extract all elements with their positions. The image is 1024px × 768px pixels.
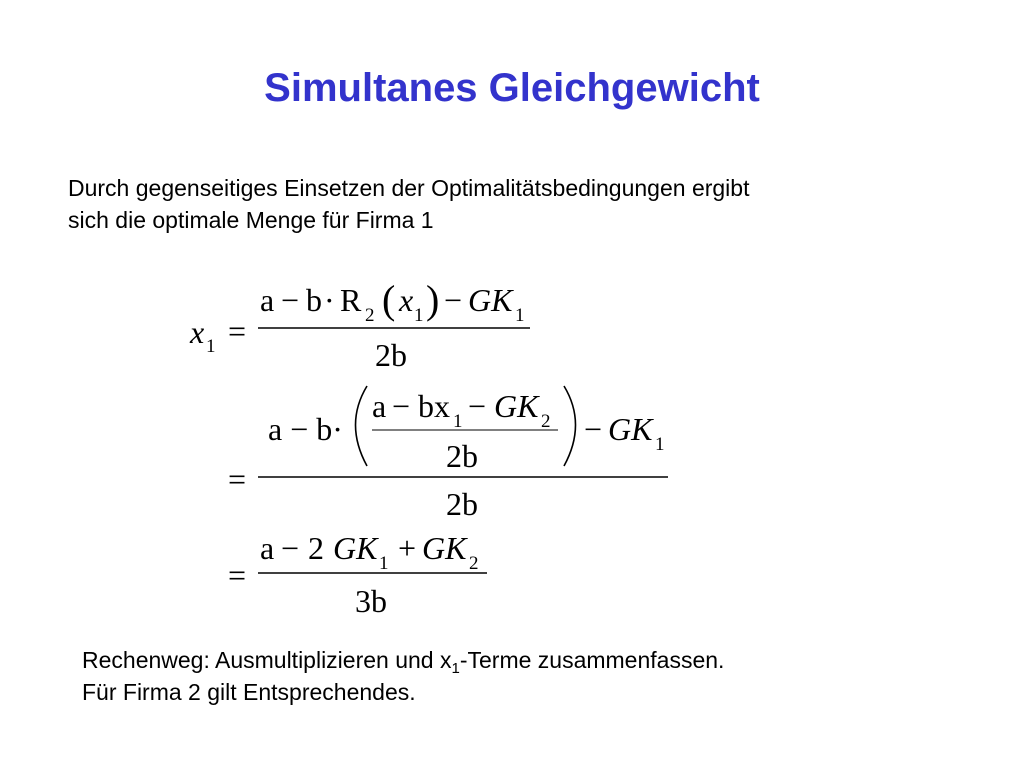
eq1-num-rparen: ) [426, 277, 440, 322]
eq3-num-minus: − [281, 530, 300, 566]
eq1-num-GK: GK [468, 282, 513, 318]
eq1-num-minus-1: − [281, 282, 300, 318]
eq2-num-a-minus-b-dot: a − b· [268, 411, 343, 447]
equals-sign-3: = [228, 557, 247, 593]
eq1-num-a: a [260, 282, 275, 318]
eq2-inner-GK: GK [494, 388, 539, 424]
intro-line-1: Durch gegenseitiges Einsetzen der Optimalitätsbedingungen ergibt [68, 175, 750, 201]
eq2-inner-minus-2: − [468, 388, 487, 424]
eq3-num-GK1: GK [333, 530, 378, 566]
outro-line-1-subscript: 1 [451, 660, 460, 677]
eq1-num-x-subscript: 1 [414, 305, 424, 326]
eq1-num-GK-subscript: 1 [515, 305, 525, 326]
intro-line-2: sich die optimale Menge für Firma 1 [68, 207, 434, 233]
outro-line-1-start: Rechenweg: Ausmultiplizieren und x [82, 647, 452, 673]
eq2-inner-bx-subscript: 1 [453, 411, 463, 432]
lhs-x-subscript: 1 [206, 336, 216, 357]
eq3-num-GK2: GK [422, 530, 467, 566]
equals-sign-1: = [228, 313, 247, 349]
eq3-denominator: 3b [355, 583, 387, 619]
equation-2 [228, 386, 668, 522]
eq3-num-a: a [260, 530, 275, 566]
eq3-num-GK2-subscript: 2 [469, 553, 479, 574]
eq2-num-GK: GK [608, 411, 653, 447]
outro-line-1 [82, 644, 962, 676]
eq1-num-lparen: ( [382, 277, 396, 322]
eq2-inner-minus-1: − [392, 388, 411, 424]
equation-3 [228, 530, 487, 619]
outro-text [82, 644, 962, 708]
eq1-num-R-subscript: 2 [365, 305, 375, 326]
eq1-num-dot: · [324, 282, 335, 318]
equation-1 [189, 277, 530, 373]
eq1-denominator: 2b [375, 337, 407, 373]
slide-title: Simultanes Gleichgewicht [264, 66, 760, 110]
eq3-num-two: 2 [308, 530, 324, 566]
eq2-big-right-paren [564, 386, 576, 466]
eq1-num-R: R [340, 282, 362, 318]
equals-sign-2: = [228, 461, 247, 497]
outro-line-2: Für Firma 2 gilt Entsprechendes. [82, 679, 416, 705]
eq1-num-minus-2: − [444, 282, 463, 318]
eq2-inner-bx: bx [418, 388, 450, 424]
outro-line-1-end: -Terme zusammenfassen. [459, 647, 725, 673]
eq2-inner-GK-subscript: 2 [541, 411, 551, 432]
eq2-inner-a: a [372, 388, 387, 424]
eq2-num-minus: − [584, 411, 603, 447]
eq1-num-x: x [399, 282, 414, 318]
eq1-num-b: b [306, 282, 322, 318]
eq2-num-GK-subscript: 1 [655, 434, 665, 455]
eq2-big-left-paren [356, 386, 368, 466]
eq2-denominator: 2b [446, 486, 478, 522]
eq3-num-GK1-subscript: 1 [379, 553, 389, 574]
eq2-inner-denominator: 2b [446, 438, 478, 474]
eq3-num-plus: + [398, 530, 417, 566]
lhs-x: x [190, 314, 205, 350]
